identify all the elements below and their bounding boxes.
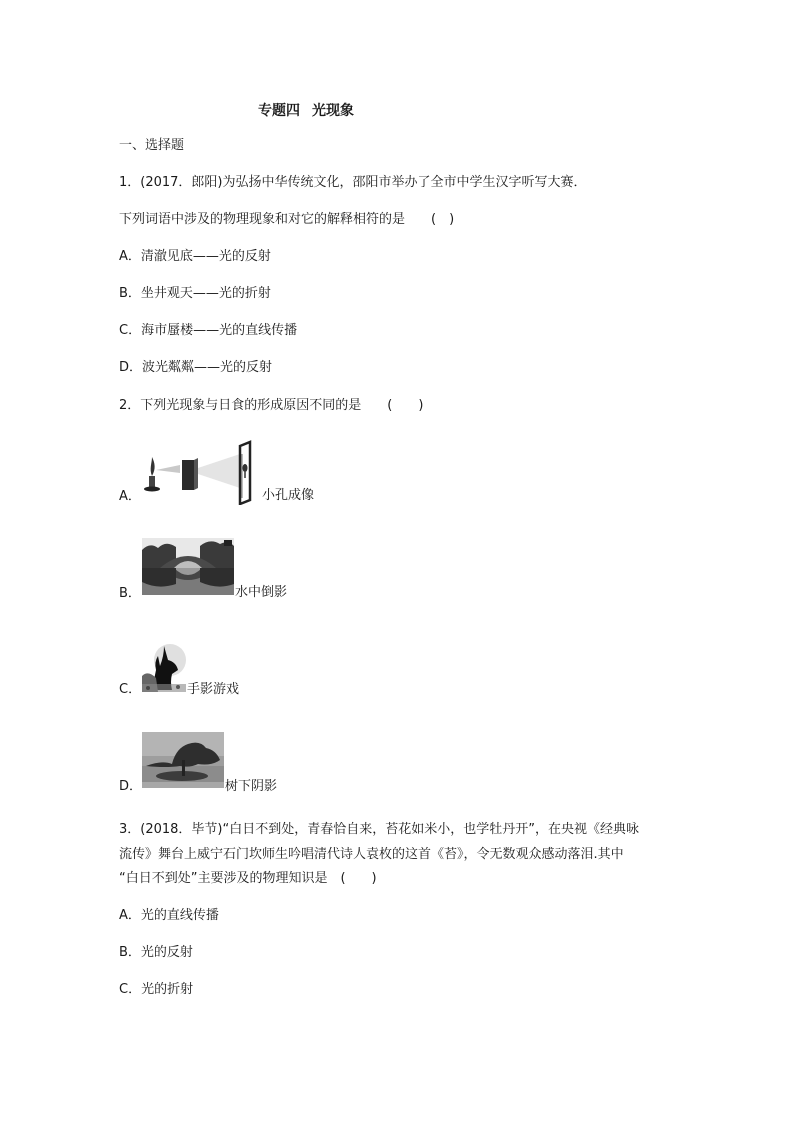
q3-option-b: B．光的反射: [119, 945, 193, 960]
q2-option-c-caption: 手影游戏: [187, 682, 240, 697]
q1-option-d: D．波光粼粼——光的反射: [119, 360, 273, 375]
q1-option-b: B．坐井观天——光的折射: [119, 286, 271, 301]
bridge-reflection-photo: [142, 538, 234, 595]
q2-option-d-letter: D．: [119, 779, 143, 794]
q2-option-d-caption: 树下阴影: [225, 779, 278, 794]
q2-option-b-letter: B．: [119, 586, 141, 601]
q1-option-a: A．清澈见底——光的反射: [119, 249, 271, 264]
q1-stem-line1: 1．(2017．郎阳)为弘扬中华传统文化，邵阳市举办了全市中学生汉字听写大赛．: [119, 175, 587, 190]
q2-option-a-caption: 小孔成像: [262, 488, 315, 503]
q1-option-c: C．海市蜃楼——光的直线传播: [119, 323, 298, 338]
q2-option-a-letter: A．: [119, 489, 141, 504]
q3-stem-line1: 3．(2018．毕节)“白日不到处，青春恰自来，苔花如米小，也学牡丹开”，在央视《经典咏: [119, 822, 639, 837]
q3-option-c: C．光的折射: [119, 982, 194, 997]
hand-shadow-photo: [142, 640, 186, 692]
q2-stem: 2．下列光现象与日食的形成原因不同的是 ( ): [119, 398, 424, 413]
title-topic: 专题四: [258, 103, 300, 119]
q3-stem-line3: “白日不到处”主要涉及的物理知识是 ( ): [119, 871, 377, 886]
q3-option-a: A．光的直线传播: [119, 908, 219, 923]
title-name: 光现象: [312, 103, 354, 119]
q2-option-c-letter: C．: [119, 682, 142, 697]
q3-stem-line2: 流传》舞台上威宁石门坎师生吟唱清代诗人袁枚的这首《苔》，令无数观众感动落泪.其中: [119, 847, 624, 862]
tree-shadow-photo: [142, 732, 224, 788]
page-title: [258, 100, 354, 120]
pinhole-camera-picture: [142, 440, 262, 505]
q1-stem-line2: 下列词语中涉及的物理现象和对它的解释相符的是 ( ): [119, 212, 455, 227]
q2-option-b-caption: 水中倒影: [235, 585, 288, 600]
section-heading: 一、选择题: [119, 138, 185, 153]
